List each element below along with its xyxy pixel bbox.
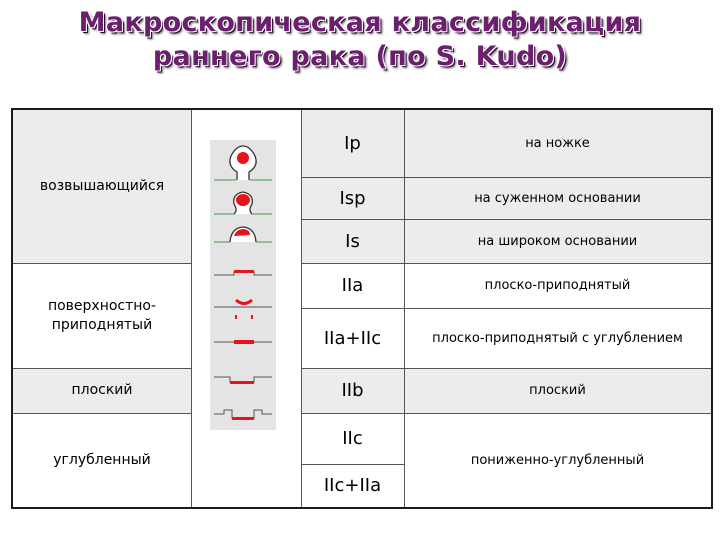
category-depressed xyxy=(13,413,191,507)
row-description-iia: плоско-приподнятый xyxy=(404,263,711,308)
category-label: поверхностно-приподнятый xyxy=(47,297,157,333)
lesion-icons xyxy=(210,140,276,430)
row-description-iib: плоский xyxy=(404,368,711,413)
divider xyxy=(13,263,191,264)
row-code-iia: IIa xyxy=(301,263,404,308)
row-code-ip: Ip xyxy=(301,110,404,177)
row-code-is: Is xyxy=(301,219,404,263)
category-label: плоский xyxy=(71,382,133,398)
row-code-iic: IIc xyxy=(301,413,404,464)
row-description-iic: пониженно-углубленный xyxy=(404,413,711,507)
category-superficial-elevated xyxy=(13,263,191,368)
row-code-iia-iic: IIa+IIc xyxy=(301,308,404,368)
row-code-isp: Isp xyxy=(301,177,404,219)
divider xyxy=(13,368,191,369)
divider xyxy=(301,263,711,264)
divider xyxy=(301,413,711,414)
divider xyxy=(301,219,711,220)
row-description-is: на широком основании xyxy=(404,219,711,263)
row-description-isp: на суженном основании xyxy=(404,177,711,219)
divider xyxy=(301,464,404,465)
category-elevated xyxy=(13,110,191,263)
divider xyxy=(191,110,192,507)
classification-table xyxy=(11,108,713,509)
title-line-2: раннего рака (по S. Kudo) xyxy=(152,41,568,72)
divider xyxy=(301,308,711,309)
page-title xyxy=(0,6,720,74)
category-label: возвышающийся xyxy=(39,178,165,194)
category-label: углубленный xyxy=(53,451,151,468)
title-line-1: Макроскопическая классификация xyxy=(78,7,642,38)
divider xyxy=(301,368,711,369)
category-flat xyxy=(13,368,191,413)
row-code-iic-iia: IIc+IIa xyxy=(301,464,404,507)
divider xyxy=(301,177,711,178)
divider xyxy=(13,413,191,414)
row-description-ip: на ножке xyxy=(404,110,711,177)
row-description-iia-iic: плоско-приподнятый с углублением xyxy=(404,308,711,368)
row-code-iib: IIb xyxy=(301,368,404,413)
